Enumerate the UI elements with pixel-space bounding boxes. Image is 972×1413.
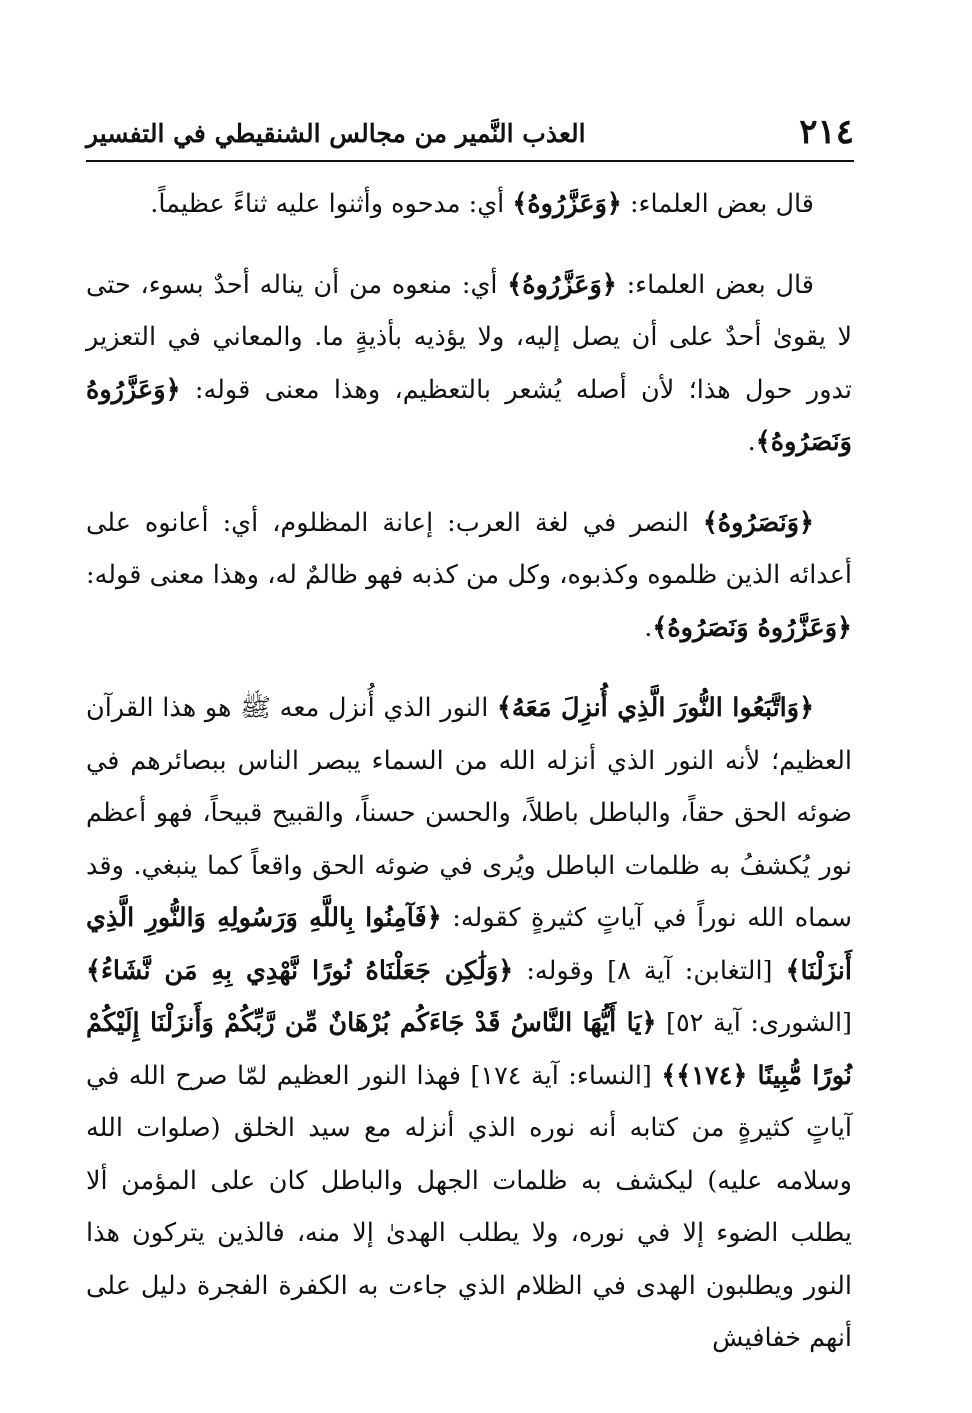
text-run: أي: منعوه من أن يناله أحدٌ بسوء، حتى لا يقوىٰ أحدٌ على أن يصل إليه، ولا يؤذيه بأذيةٍ ما. والمعاني في التعزير تدور حول هذا؛ لأن أصله يُشعر بالتعظيم، وهذا معنى قوله: <box>86 269 852 405</box>
quran-quote: ﴿وَعَزَّرُوهُ وَنَصَرُوهُ﴾ <box>652 612 852 643</box>
quran-quote: ﴿وَعَزَّرُوهُ وَنَصَرُوهُ﴾ <box>86 374 852 457</box>
quran-quote: ﴿وَاتَّبَعُوا النُّورَ الَّذِي أُنزِلَ مَعَهُ﴾ <box>496 693 815 723</box>
paragraph <box>86 682 852 1365</box>
text-run: أي: مدحوه وأثنوا عليه ثناءً عظيماً. <box>150 189 513 219</box>
text-run: [النساء: آية ١٧٤] فهذا النور العظيم لمّا صرح الله في آياتٍ كثيرةٍ من كتابه أنه نوره الذي أنزله مع سيد الخلق (صلوات الله وسلامه عليه) ليكشف به ظلمات الجهل والباطل كان على المؤمن ألا يطلب الضوء إلا في نوره، ولا يطلب الهدىٰ إلا منه، فالذين يتركون هذا النور ويطلبون الهدى في الظلام الذي جاءت به الكفرة الفجرة دليل على أنهم خفافيش <box>86 1060 852 1353</box>
running-title: العذب النَّمير من مجالس الشنقيطي في التفسير <box>86 119 586 148</box>
quran-quote: ﴿فَآمِنُوا بِاللَّهِ وَرَسُولِهِ وَالنُّورِ الَّذِي أَنزَلْنَا﴾ <box>86 903 852 986</box>
paragraph <box>86 497 852 655</box>
text-run: قال بعض العلماء: <box>616 269 814 300</box>
quran-quote: ﴿وَعَزَّرُوهُ﴾ <box>512 189 622 219</box>
page-number: ٢١٤ <box>799 112 854 152</box>
text-run: النور الذي أُنزل معه ﷺ هو هذا القرآن العظيم؛ لأنه النور الذي أنزله الله من السماء يبصر الناس ببصائرهم في ضوئه الحق حقاً، والباطل باطلاً، والحسن حسناً، والقبيح قبيحاً، فهو أعظم نور يُكشفُ به ظلمات الباطل ويُرى في ضوئه الحق واقعاً كما ينبغي. وقد سماه الله نوراً في آياتٍ كثيرةٍ كقوله: <box>86 693 852 933</box>
text-run: . <box>747 427 756 457</box>
citation: [الشورى: آية ٥٢] <box>656 1008 853 1038</box>
paragraph <box>86 259 852 469</box>
text-run: . <box>644 612 653 643</box>
quran-quote: ﴿وَنَصَرُوهُ﴾ <box>702 507 814 538</box>
quran-quote: ﴿وَلَٰكِن جَعَلْنَاهُ نُورًا نَّهْدِي بِهِ مَن نَّشَاءُ﴾ <box>86 955 514 986</box>
header-divider <box>86 160 854 162</box>
text-run: النصر في لغة العرب: إعانة المظلوم، أي: أعانوه على أعدائه الذين ظلموه وكذبوه، وكل من كذبه فهو ظالمٌ له، وهذا معنى قوله: <box>86 507 852 590</box>
paragraph <box>86 178 852 231</box>
citation: [التغابن: آية ٨] وقوله: <box>513 955 786 986</box>
quran-quote: ﴿يَا أَيُّهَا النَّاسُ قَدْ جَاءَكُم بُرْهَانٌ مِّن رَّبِّكُمْ وَأَنزَلْنَا إِلَيْكُمْ نُورًا مُّبِينًا ﴿١٧٤﴾﴾ <box>86 1008 852 1091</box>
text-run: قال بعض العلماء: <box>621 189 814 219</box>
quran-quote: ﴿وَعَزَّرُوهُ﴾ <box>507 269 617 300</box>
page-body <box>86 178 852 1393</box>
page-header <box>86 108 854 158</box>
